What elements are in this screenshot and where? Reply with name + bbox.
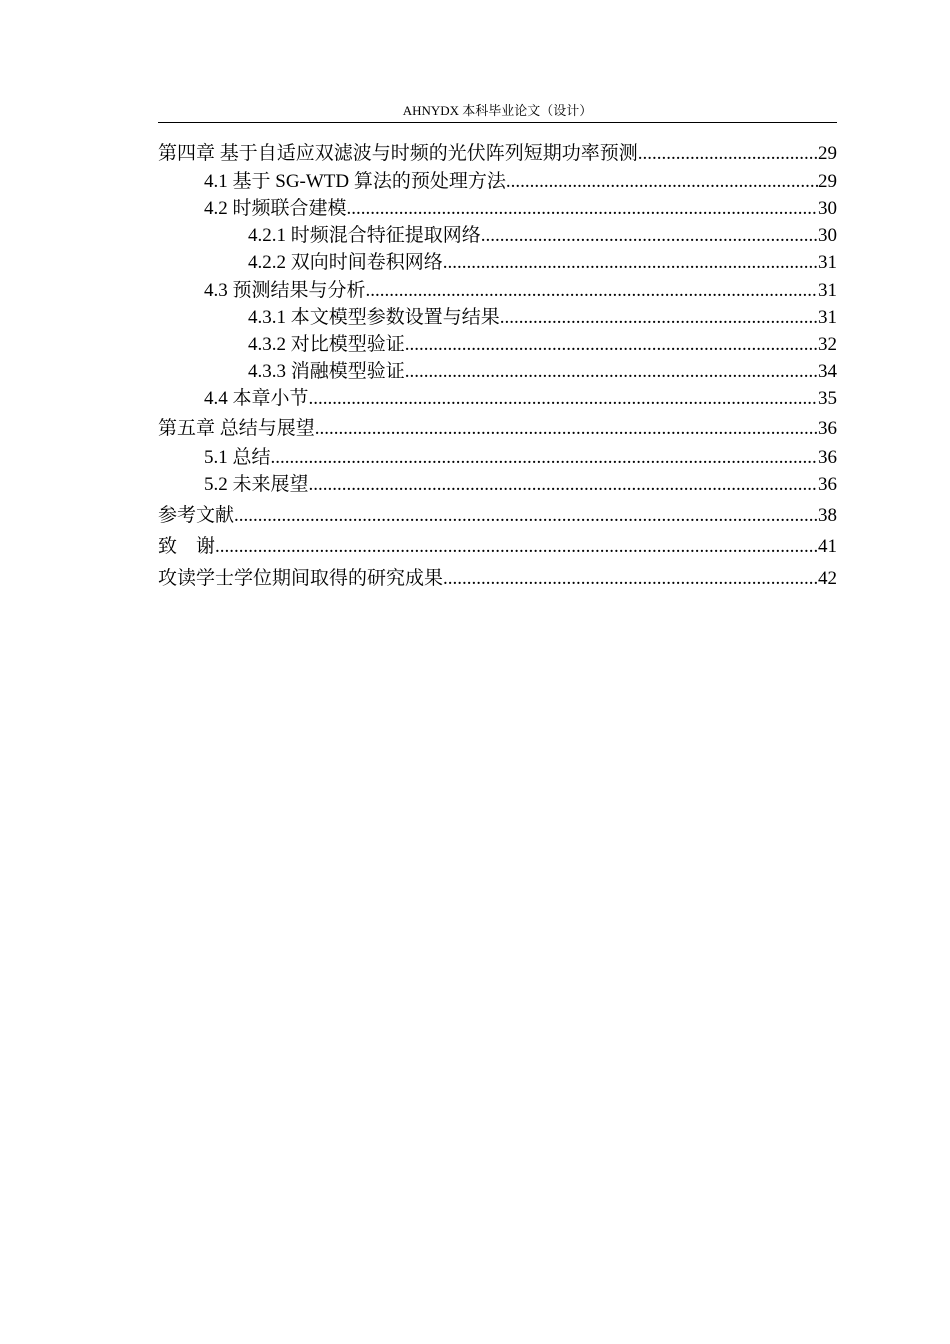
- toc-entry-research-achievements[interactable]: [158, 566, 837, 592]
- dot-leader: [506, 169, 818, 195]
- toc-entry-label: 5.2 未来展望: [204, 474, 309, 495]
- dot-leader: [638, 141, 818, 167]
- toc-page-number: 31: [818, 252, 837, 273]
- dot-leader: [443, 566, 818, 592]
- dot-leader: [309, 386, 818, 412]
- toc-entry-label: 致 谢: [158, 536, 216, 557]
- toc-entry-references[interactable]: [158, 503, 837, 529]
- toc-entry-4-1[interactable]: [204, 169, 837, 195]
- toc-page-number: 29: [818, 171, 837, 192]
- toc-entry-4-4[interactable]: [204, 386, 837, 412]
- toc-page-number: 38: [818, 505, 837, 526]
- toc-entry-label: 4.4 本章小节: [204, 388, 309, 409]
- toc-entry-5-1[interactable]: [204, 445, 837, 471]
- toc-entry-4-3-3[interactable]: [248, 359, 837, 385]
- toc-entry-4-2-2[interactable]: [248, 250, 837, 276]
- toc-entry-label: 4.3 预测结果与分析: [204, 280, 366, 301]
- toc-entry-acknowledgements[interactable]: [158, 534, 837, 560]
- toc-entry-chapter-5[interactable]: [158, 416, 837, 442]
- toc-entry-4-3-1[interactable]: [248, 305, 837, 331]
- toc-entry-label: 5.1 总结: [204, 447, 271, 468]
- dot-leader: [481, 223, 818, 249]
- toc-page-number: 36: [818, 418, 837, 439]
- header-rule: [158, 122, 837, 123]
- toc-page-number: 36: [818, 447, 837, 468]
- toc-entry-label: 4.2.1 时频混合特征提取网络: [248, 225, 481, 246]
- toc-page-number: 31: [818, 307, 837, 328]
- dot-leader: [500, 305, 818, 331]
- dot-leader: [309, 472, 818, 498]
- dot-leader: [234, 503, 818, 529]
- toc-entry-4-2-1[interactable]: [248, 223, 837, 249]
- toc-entry-label: 4.3.1 本文模型参数设置与结果: [248, 307, 500, 328]
- toc-page-number: 35: [818, 388, 837, 409]
- dot-leader: [366, 278, 818, 304]
- toc-entry-label: 攻读学士学位期间取得的研究成果: [158, 568, 444, 589]
- toc-page-number: 30: [818, 198, 837, 219]
- toc-page-number: 30: [818, 225, 837, 246]
- dot-leader: [271, 445, 818, 471]
- toc-page-number: 32: [818, 334, 837, 355]
- toc-entry-label: 第四章 基于自适应双滤波与时频的光伏阵列短期功率预测: [158, 143, 638, 164]
- dot-leader: [347, 196, 818, 222]
- dot-leader: [315, 416, 818, 442]
- toc-entry-label: 第五章 总结与展望: [158, 418, 315, 439]
- toc-page-number: 31: [818, 280, 837, 301]
- toc-page-number: 42: [818, 568, 837, 589]
- toc-page-number: 29: [818, 143, 837, 164]
- toc-entry-label: 4.1 基于 SG-WTD 算法的预处理方法: [204, 171, 506, 192]
- toc-entry-label: 4.2 时频联合建模: [204, 198, 347, 219]
- toc-entry-4-3[interactable]: [204, 278, 837, 304]
- dot-leader: [215, 534, 818, 560]
- toc-entry-label: 参考文献: [158, 505, 235, 526]
- toc-entry-label: 4.3.3 消融模型验证: [248, 361, 405, 382]
- dot-leader: [405, 359, 818, 385]
- toc-entry-4-3-2[interactable]: [248, 332, 837, 358]
- toc-entry-label: 4.3.2 对比模型验证: [248, 334, 405, 355]
- toc-entry-4-2[interactable]: [204, 196, 837, 222]
- toc-page-number: 34: [818, 361, 837, 382]
- toc-entry-5-2[interactable]: [204, 472, 837, 498]
- toc-page-number: 41: [818, 536, 837, 557]
- toc-entry-label: 4.2.2 双向时间卷积网络: [248, 252, 443, 273]
- toc-page-number: 36: [818, 474, 837, 495]
- dot-leader: [405, 332, 818, 358]
- toc-entry-chapter-4[interactable]: [158, 141, 837, 167]
- running-header: AHNYDX 本科毕业论文（设计）: [402, 103, 593, 118]
- dot-leader: [443, 250, 818, 276]
